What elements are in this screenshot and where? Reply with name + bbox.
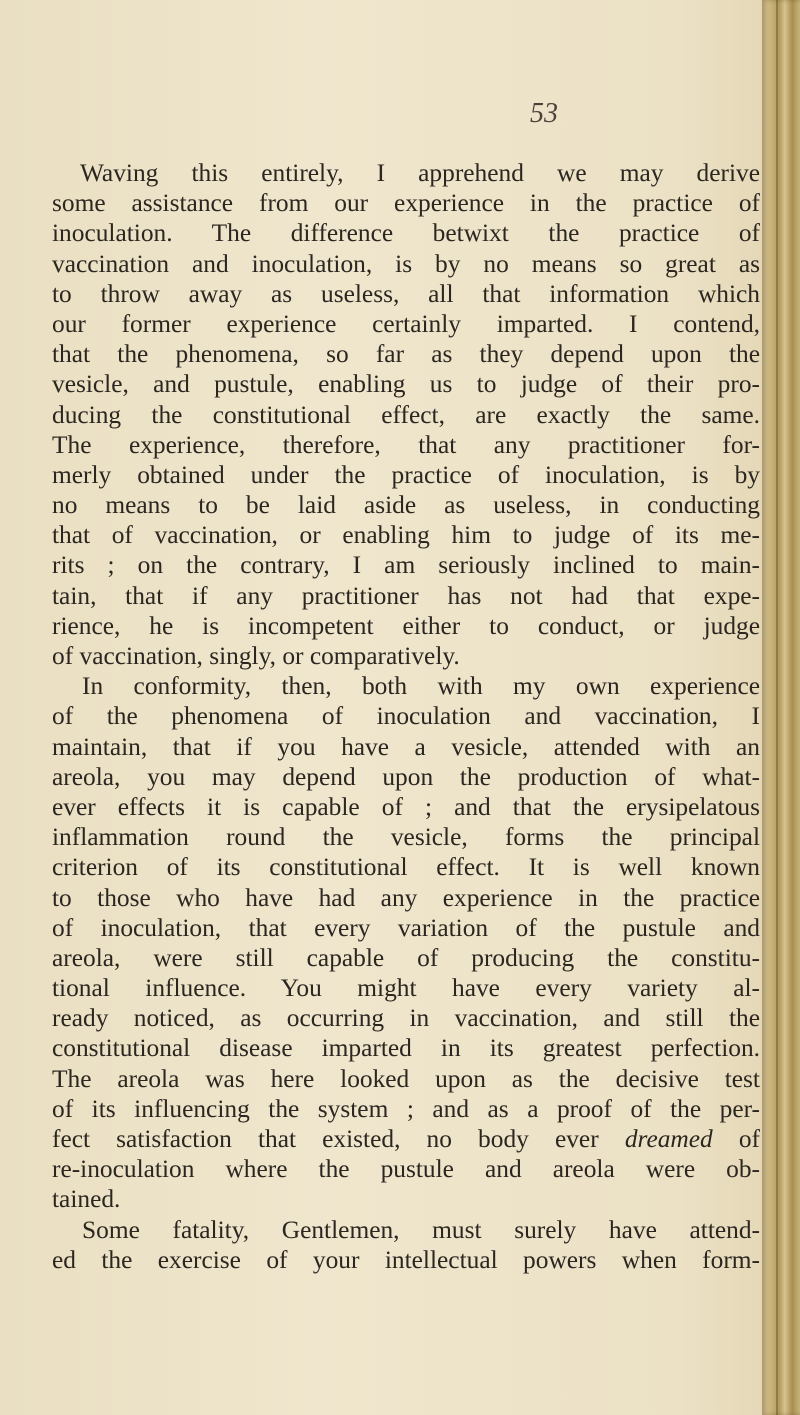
text-line: The experience, therefore, that any practitioner for- [52,430,760,459]
text-segment: fect satisfaction that existed, no body ever [52,1125,599,1153]
text-line: Some fatality, Gentlemen, must surely have attend- [82,1215,760,1244]
text-line-with-italic [52,1124,760,1154]
text-line: maintain, that if you have a vesicle, attended with an [52,732,760,761]
spine-seam [776,0,778,1415]
text-line: tain, that if any practitioner has not had that expe- [52,581,760,610]
text-line: The areola was here looked upon as the decisive test [52,1064,760,1093]
text-line: inflammation round the vesicle, forms the principal [52,823,760,852]
text-line: that of vaccination, or enabling him to judge of its me- [52,521,760,550]
text-line: inoculation. The difference betwixt the practice of [52,219,760,248]
text-line: ducing the constitutional effect, are exactly the same. [52,400,760,429]
text-line: of inoculation, that every variation of the pustule and [52,913,760,942]
page-number: 53 [530,98,558,129]
text-line: criterion of its constitutional effect. It is well known [52,853,760,882]
text-line: to throw away as useless, all that information which [52,279,760,308]
text-line: areola, were still capable of producing the constitu- [52,943,760,972]
text-line: Waving this entirely, I apprehend we may derive [80,159,760,187]
text-line: rience, he is incompetent either to conduct, or judge [52,611,760,640]
text-line: ever effects it is capable of ; and that the erysipelatous [52,792,760,821]
text-line: merly obtained under the practice of inoculation, is by [52,460,760,489]
text-line: vesicle, and pustule, enabling us to judge of their pro- [52,370,760,399]
text-line: no means to be laid aside as useless, in conducting [52,491,760,520]
text-line: of its influencing the system ; and as a proof of the per- [52,1094,760,1123]
text-line: to those who have had any experience in the practice [52,883,760,912]
italic-word: dreamed [624,1125,713,1153]
text-line: ready noticed, as occurring in vaccination, and still the [52,1004,760,1033]
text-line: of vaccination, singly, or comparatively. [52,642,460,670]
text-line: of the phenomena of inoculation and vaccination, I [52,702,760,731]
text-line: that the phenomena, so far as they depend upon the [52,340,760,369]
text-line: rits ; on the contrary, I am seriously inclined to main- [52,551,760,580]
text-line: areola, you may depend upon the production of what- [52,762,760,791]
text-line: re-inoculation where the pustule and areola were ob- [52,1155,760,1184]
text-line: tained. [52,1185,121,1214]
book-spine-edge [762,0,800,1415]
text-segment: of [712,1125,760,1153]
text-line: constitutional disease imparted in its greatest perfection. [52,1034,760,1063]
text-line: some assistance from our experience in the practice of [52,189,760,218]
body-text [52,158,760,1275]
text-line: our former experience certainly imparted. I contend, [52,309,760,338]
text-line: vaccination and inoculation, is by no means so great as [52,249,760,278]
text-line: In conformity, then, both with my own experience [82,672,760,701]
text-line: ed the exercise of your intellectual powers when form- [52,1245,760,1274]
text-line: tional influence. You might have every variety al- [52,974,760,1003]
